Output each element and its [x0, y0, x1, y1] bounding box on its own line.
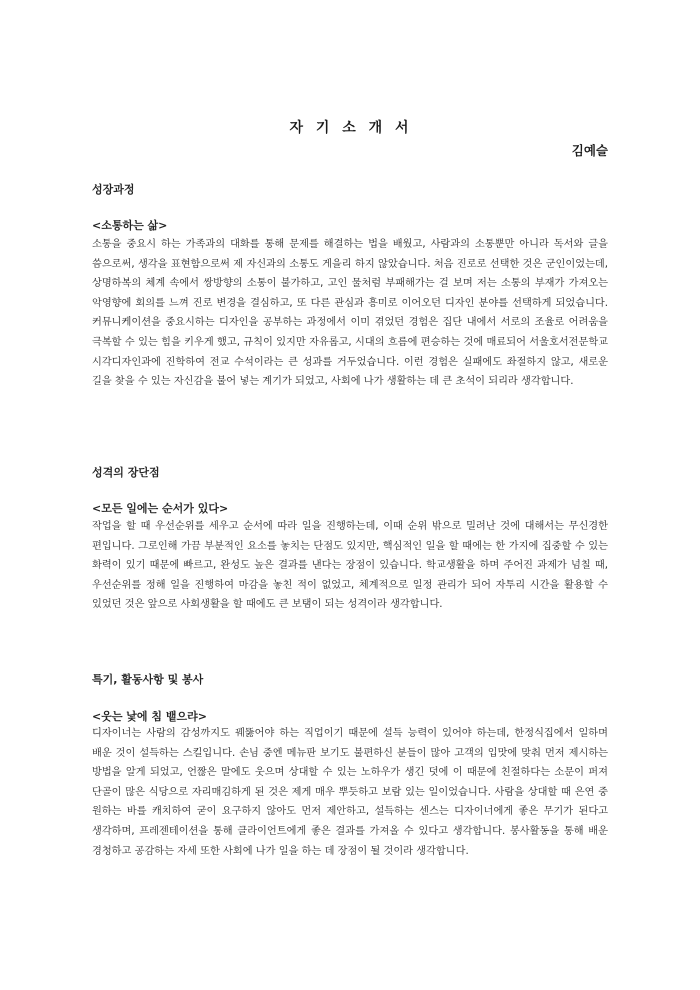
- section-heading-activities: 특기, 활동사항 및 봉사: [92, 673, 204, 686]
- paragraph-growth: 소통을 중요시 하는 가족과의 대화를 통해 문제를 해결하는 법을 배웠고, 사람과의 소통뿐만 아니라 독서와 글을 씀으로써, 생각을 표현함으로써 제 자신과의 소통도 게을리 하지 않았습니다. 처음 진로로 선택한 것은 군인이었는데, 상명하복의 체계 속에서 쌍방향의 소통이 불가하고, 고인 물처럼 부패해가는 걸 보며 저는 소통의 부재가 가져오는 악영향에 회의를 느껴 진로 변경을 결심하고, 또 다른 관심과 흥미로 이어오던 디자인 분야를 선택하게 되었습니다. 커뮤니케이션을 중요시하는 디자인을 공부하는 과정에서 이미 겪었던 경험은 집단 내에서 서로의 조율로 어려움을 극복할 수 있는 힘을 키우게 했고, 규칙이 있지만 자유롭고, 시대의 흐름에 편승하는 것에 매료되어 서울호서전문학교 시각디자인과에 진학하여 전교 수석이라는 큰 성과를 거두었습니다. 이런 경험은 실패에도 좌절하지 않고, 새로운 길을 찾을 수 있는 자신감을 불어 넣는 계기가 되었고, 사회에 나가 생활하는 데 큰 초석이 되리라 생각합니다.: [92, 239, 608, 388]
- section-heading-personality: 성격의 장단점: [92, 466, 160, 479]
- author-name: 김예슬: [571, 143, 608, 158]
- subheading-activities: <웃는 낯에 침 뱉으랴>: [92, 710, 207, 723]
- paragraph-activities: 디자이너는 사람의 감성까지도 꿰뚫어야 하는 직업이기 때문에 설득 능력이 있어야 하는데, 한정식집에서 일하며 배운 것이 설득하는 스킬입니다. 손님 중엔 메뉴판 보기도 불편하신 분들이 많아 고객의 입맛에 맞춰 먼저 제시하는 방법을 알게 되었고, 언짢은 말에도 웃으며 상대할 수 있는 노하우가 생긴 덧에 이 때문에 친절하다는 소문이 퍼져 단골이 많은 식당으로 자리매김하게 된 것은 제게 매우 뿌듯하고 보람 있는 일이었습니다. 사람을 상대할 때 은연 중 원하는 바를 캐치하여 굳이 요구하지 않아도 먼저 제안하고, 설득하는 센스는 디자이너에게 좋은 무기가 된다고 생각하며, 프레젠테이션을 통해 클라이언트에게 좋은 결과를 가져올 수 있다고 생각합니다. 봉사활동을 통해 배운 경청하고 공감하는 자세 또한 사회에 나가 일을 하는 데 장점이 될 것이라 생각합니다.: [92, 728, 608, 857]
- subheading-personality: <모든 일에는 순서가 있다>: [92, 502, 229, 515]
- document-title: 자 기 소 개 서: [289, 120, 411, 136]
- section-heading-growth: 성장과정: [92, 183, 135, 196]
- paragraph-personality: 작업을 할 때 우선순위를 세우고 순서에 따라 일을 진행하는데, 이때 순위 밖으로 밀려난 것에 대해서는 무신경한 편입니다. 그로인해 가끔 부분적인 요소를 놓치는 단점도 있지만, 핵심적인 일을 할 때에는 한 가지에 집중할 수 있는 화력이 있기 때문에 빠르고, 완성도 높은 결과를 낸다는 장점이 있습니다. 학교생활을 하며 주어진 과제가 넘칠 때, 우선순위를 정해 일을 진행하여 마감을 놓친 적이 없었고, 체계적으로 일정 관리가 되어 자투리 시간을 활용할 수 있었던 것은 앞으로 사회생활을 할 때에도 큰 보탬이 되는 성격이라 생각합니다.: [92, 521, 608, 611]
- subheading-growth: <소통하는 삶>: [92, 219, 168, 232]
